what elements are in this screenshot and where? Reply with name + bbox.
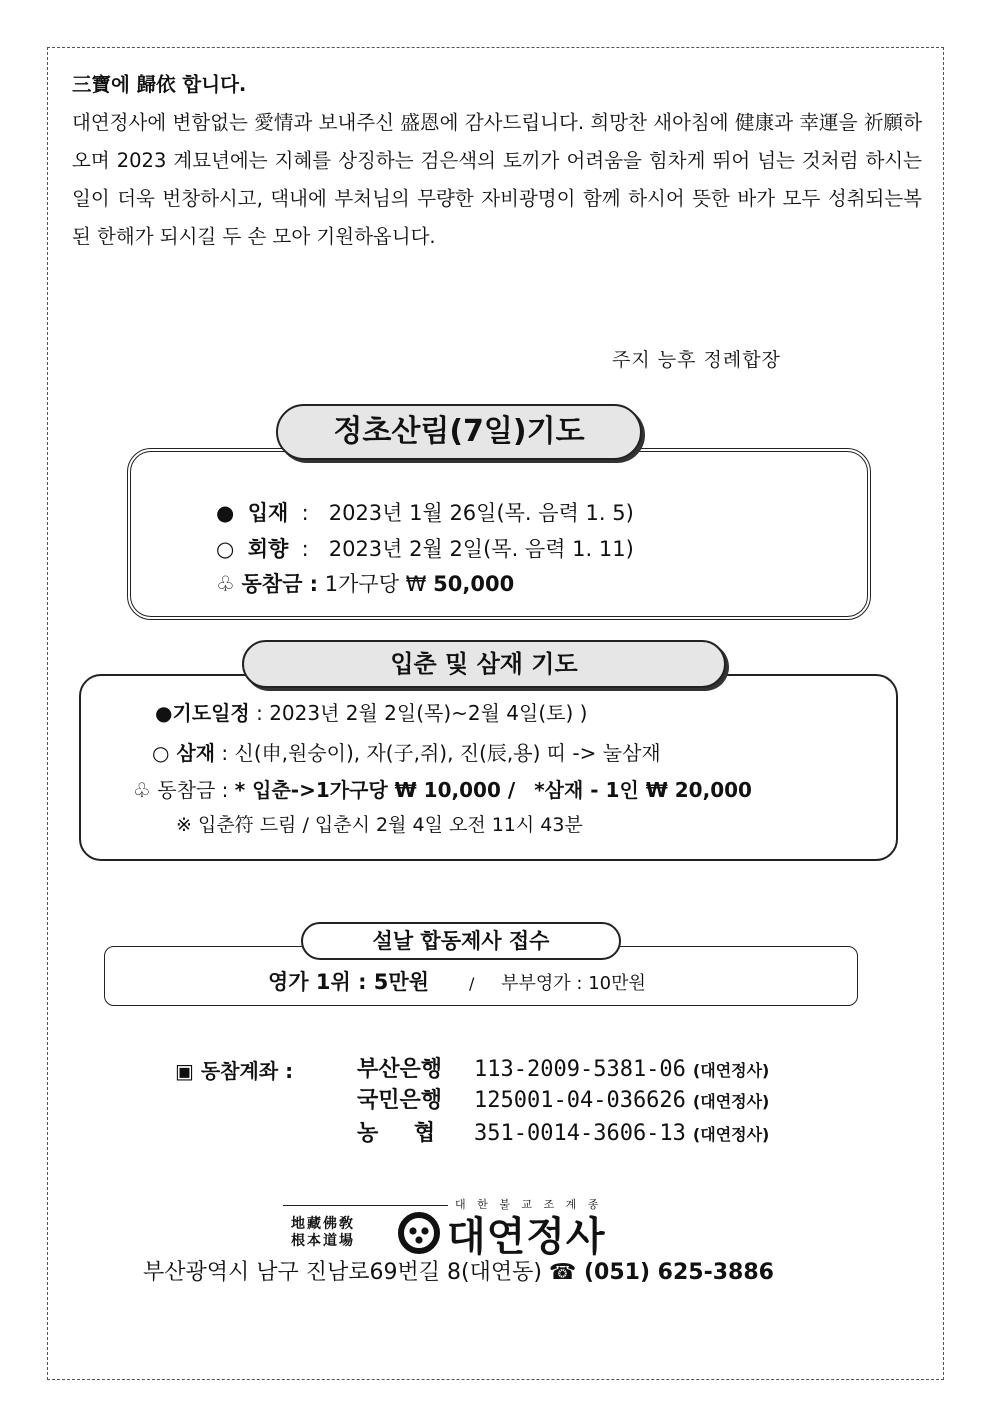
fee-label-2: ♧ 동참금 : bbox=[133, 778, 229, 802]
account-holder: (대연정사) bbox=[692, 1061, 770, 1080]
account-holder: (대연정사) bbox=[692, 1092, 770, 1111]
motto bbox=[291, 1216, 355, 1250]
end-label: 회향 bbox=[247, 537, 289, 561]
phone: ☎ (051) 625-3886 bbox=[548, 1260, 774, 1285]
signature: 주지 능후 정례합장 bbox=[612, 349, 781, 371]
start-value: 2023년 1월 26일(목. 음력 1. 5) bbox=[328, 501, 634, 525]
temple-name: 대연정사 bbox=[447, 1214, 606, 1260]
account-bank: 국민은행 bbox=[357, 1088, 443, 1113]
greeting-body: 대연정사에 변함없는 愛情과 보내주신 盛恩에 감사드립니다. 희망찬 새아침에 健康과 幸運을 祈願하오며 2023 계묘년에는 지혜를 상징하는 검은색의 토끼가 어려움을 힘차게 뛰어 넘는 것처럼 하시는 일이 더욱 번창하시고, 댁내에 부처님의 무량한 자비광명이 함께 하시어 뜻한 바가 모두 성취되는복된 한해가 되시길 두 손 모아 기원하옵니다. bbox=[72, 111, 922, 248]
account-row bbox=[357, 1052, 769, 1083]
bullet-filled-icon: ● bbox=[216, 501, 235, 525]
memorial-couple: 부부영가 : 10만원 bbox=[501, 973, 646, 994]
account-bank: 부산은행 bbox=[357, 1057, 443, 1082]
prayer2-note: ※ 입춘符 드림 / 입춘시 2월 4일 오전 11시 43분 bbox=[176, 814, 583, 836]
greeting-letter bbox=[72, 66, 922, 256]
account-bank: 농 협 bbox=[357, 1121, 450, 1146]
account-number: 125001-04-036626 bbox=[474, 1088, 686, 1113]
memorial-row bbox=[268, 966, 646, 996]
bullet-hollow-icon: ○ bbox=[216, 537, 235, 561]
fee-label: 동참금 : bbox=[241, 572, 319, 596]
samjae-value: : 신(申,원숭이), 자(子,쥐), 진(辰,용) 띠 -> 눌삼재 bbox=[221, 741, 661, 765]
samjae-label: ○ 삼재 bbox=[152, 741, 216, 765]
motto-line-2: 根本道場 bbox=[291, 1233, 355, 1249]
fee-unit: 1가구당 ₩ bbox=[324, 572, 427, 596]
account-number: 113-2009-5381-06 bbox=[474, 1057, 686, 1082]
memorial-separator: / bbox=[469, 974, 475, 993]
account-row bbox=[357, 1083, 769, 1114]
account-holder: (대연정사) bbox=[692, 1125, 770, 1144]
fee-amount: 50,000 bbox=[433, 572, 515, 596]
motto-line-1: 地藏佛敎 bbox=[291, 1216, 355, 1232]
account-row bbox=[357, 1116, 769, 1147]
prayer2-title: 입춘 및 삼재 기도 bbox=[242, 640, 726, 688]
logo-rule bbox=[283, 1205, 448, 1206]
memorial-title: 설날 합동제사 접수 bbox=[301, 922, 621, 960]
prayer2-schedule-row bbox=[155, 697, 587, 726]
schedule-label: ●기도일정 bbox=[155, 701, 250, 725]
prayer1-end-row: ○ 회향 : 2023년 2월 2일(목. 음력 1. 11) bbox=[216, 537, 634, 561]
account-number: 351-0014-3606-13 bbox=[474, 1121, 686, 1146]
temple-emblem-icon bbox=[398, 1212, 440, 1254]
schedule-value: : 2023년 2월 2일(목)~2월 4일(토) ) bbox=[256, 701, 588, 725]
fee-samjae: *삼재 - 1인 ₩ 20,000 bbox=[534, 778, 752, 802]
memorial-single: 영가 1위 : 5만원 bbox=[268, 970, 429, 994]
accounts-label: ▣ 동참계좌 : bbox=[175, 1059, 294, 1083]
address: 부산광역시 남구 진남로69번길 8(대연동) bbox=[143, 1260, 542, 1285]
prayer2-samjae-row bbox=[152, 737, 661, 766]
end-value: 2023년 2월 2일(목. 음력 1. 11) bbox=[328, 537, 634, 561]
prayer1-start-row: ● 입재 : 2023년 1월 26일(목. 음력 1. 5) bbox=[216, 501, 634, 525]
start-label: 입재 bbox=[247, 501, 289, 525]
order-name: 대 한 불 교 조 계 종 bbox=[455, 1198, 603, 1211]
prayer1-title: 정초산림(7일)기도 bbox=[276, 404, 642, 460]
club-icon: ♧ bbox=[216, 572, 235, 596]
prayer2-fee-row bbox=[133, 774, 752, 803]
greeting-heading: 三寶에 歸依 합니다. bbox=[72, 73, 247, 96]
address-row bbox=[143, 1255, 774, 1286]
fee-ipchun: * 입춘->1가구당 ₩ 10,000 / bbox=[234, 778, 516, 802]
prayer1-fee-row bbox=[216, 568, 514, 598]
